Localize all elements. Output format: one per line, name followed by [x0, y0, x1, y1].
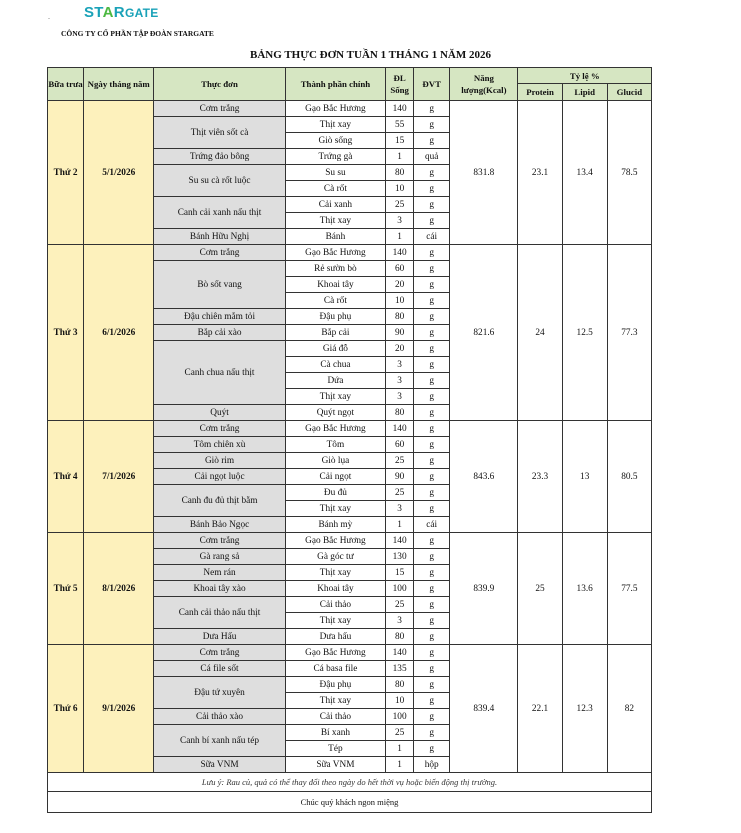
dish-name: Canh cải xanh nấu thịt	[154, 197, 285, 229]
page-title: BẢNG THỰC ĐƠN TUẦN 1 THÁNG 1 NĂM 2026	[250, 49, 491, 61]
ingredient-unit: g	[414, 677, 450, 693]
ingredient-unit: g	[414, 693, 450, 709]
col-unit: ĐVT	[414, 68, 450, 101]
protein-value: 24	[518, 245, 562, 421]
ingredient-qty: 1	[386, 517, 414, 533]
energy-value: 839.9	[450, 533, 518, 645]
col-glucid: Glucid	[607, 84, 651, 101]
ingredient-name: Cá basa file	[285, 661, 385, 677]
day-date: 5/1/2026	[84, 101, 154, 245]
table-row	[48, 421, 652, 437]
ingredient-unit: hộp	[414, 757, 450, 773]
ingredient-unit: cái	[414, 229, 450, 245]
energy-value: 839.4	[450, 645, 518, 773]
ingredient-unit: g	[414, 485, 450, 501]
ingredient-name: Giò sống	[285, 133, 385, 149]
ingredient-name: Cải xanh	[285, 197, 385, 213]
col-ratio: Tỷ lệ %	[518, 68, 652, 84]
ingredient-name: Giò lụa	[285, 453, 385, 469]
protein-value: 25	[518, 533, 562, 645]
menu-table	[47, 67, 652, 813]
dish-name: Sữa VNM	[154, 757, 285, 773]
ingredient-unit: g	[414, 309, 450, 325]
dish-name: Nem rán	[154, 565, 285, 581]
ingredient-name: Cà chua	[285, 357, 385, 373]
ingredient-qty: 90	[386, 469, 414, 485]
dish-name: Trứng đảo bông	[154, 149, 285, 165]
dish-name: Cơm trắng	[154, 645, 285, 661]
col-lipid: Lipid	[562, 84, 607, 101]
ingredient-name: Thịt xay	[285, 117, 385, 133]
dish-name: Cơm trắng	[154, 533, 285, 549]
ingredient-qty: 55	[386, 117, 414, 133]
ingredient-qty: 3	[386, 389, 414, 405]
ingredient-unit: g	[414, 181, 450, 197]
ingredient-unit: g	[414, 325, 450, 341]
ingredient-name: Tép	[285, 741, 385, 757]
table-row	[48, 645, 652, 661]
ingredient-qty: 10	[386, 181, 414, 197]
ingredient-qty: 3	[386, 501, 414, 517]
ingredient-qty: 140	[386, 101, 414, 117]
ingredient-unit: g	[414, 645, 450, 661]
ingredient-unit: g	[414, 133, 450, 149]
dish-name: Canh chua nấu thịt	[154, 341, 285, 405]
ingredient-name: Dưa hấu	[285, 629, 385, 645]
table-row	[48, 101, 652, 117]
ingredient-name: Khoai tây	[285, 277, 385, 293]
ingredient-qty: 1	[386, 229, 414, 245]
ingredient-name: Dứa	[285, 373, 385, 389]
ingredient-qty: 80	[386, 629, 414, 645]
page-header	[48, 4, 688, 40]
ingredient-qty: 10	[386, 293, 414, 309]
col-ingredient: Thành phần chính	[285, 68, 385, 101]
ingredient-qty: 140	[386, 533, 414, 549]
day-date: 8/1/2026	[84, 533, 154, 645]
ingredient-unit: g	[414, 197, 450, 213]
lipid-value: 13	[562, 421, 607, 533]
thanks-row	[48, 792, 652, 813]
ingredient-unit: g	[414, 117, 450, 133]
ingredient-unit: g	[414, 725, 450, 741]
protein-value: 22.1	[518, 645, 562, 773]
footer-note: Lưu ý: Rau củ, quả có thể thay đổi theo ngày do hết thời vụ hoặc biến động thị trường.	[48, 773, 652, 792]
glucid-value: 77.3	[607, 245, 651, 421]
dish-name: Cải ngọt luộc	[154, 469, 285, 485]
ingredient-qty: 80	[386, 405, 414, 421]
ingredient-name: Quýt ngọt	[285, 405, 385, 421]
ingredient-unit: g	[414, 405, 450, 421]
ingredient-qty: 15	[386, 565, 414, 581]
ingredient-unit: g	[414, 261, 450, 277]
col-meal: Bữa trưa	[48, 68, 84, 101]
ingredient-name: Cà rốt	[285, 181, 385, 197]
ingredient-name: Gạo Bắc Hương	[285, 645, 385, 661]
ingredient-qty: 90	[386, 325, 414, 341]
dish-name: Canh bí xanh nấu tép	[154, 725, 285, 757]
ingredient-unit: quả	[414, 149, 450, 165]
glucid-value: 82	[607, 645, 651, 773]
dish-name: Dưa Hấu	[154, 629, 285, 645]
dish-name: Gà rang sả	[154, 549, 285, 565]
ingredient-name: Đậu phụ	[285, 309, 385, 325]
day-label: Thứ 6	[48, 645, 84, 773]
dish-name: Đậu chiên mắm tỏi	[154, 309, 285, 325]
col-menu: Thực đơn	[154, 68, 285, 101]
ingredient-unit: g	[414, 389, 450, 405]
ingredient-name: Rẻ sườn bò	[285, 261, 385, 277]
ingredient-qty: 25	[386, 597, 414, 613]
ingredient-unit: g	[414, 565, 450, 581]
ingredient-name: Bánh mỳ	[285, 517, 385, 533]
day-label: Thứ 2	[48, 101, 84, 245]
ingredient-qty: 1	[386, 741, 414, 757]
ingredient-unit: g	[414, 421, 450, 437]
ingredient-qty: 140	[386, 245, 414, 261]
ingredient-unit: g	[414, 629, 450, 645]
ingredient-unit: g	[414, 661, 450, 677]
ingredient-name: Đậu phụ	[285, 677, 385, 693]
dish-name: Bánh Bảo Ngọc	[154, 517, 285, 533]
lipid-value: 12.5	[562, 245, 607, 421]
ingredient-unit: g	[414, 613, 450, 629]
ingredient-qty: 140	[386, 645, 414, 661]
day-date: 7/1/2026	[84, 421, 154, 533]
ingredient-unit: g	[414, 341, 450, 357]
col-date: Ngày tháng năm	[84, 68, 154, 101]
ingredient-unit: g	[414, 597, 450, 613]
ingredient-name: Su su	[285, 165, 385, 181]
col-protein: Protein	[518, 84, 562, 101]
ingredient-name: Bắp cải	[285, 325, 385, 341]
ingredient-unit: g	[414, 453, 450, 469]
ingredient-qty: 25	[386, 485, 414, 501]
dish-name: Canh cải thảo nấu thịt	[154, 597, 285, 629]
glucid-value: 78.5	[607, 101, 651, 245]
ingredient-qty: 100	[386, 709, 414, 725]
table-row	[48, 245, 652, 261]
dish-name: Quýt	[154, 405, 285, 421]
header-row	[48, 68, 652, 84]
ingredient-name: Thịt xay	[285, 613, 385, 629]
energy-value: 843.6	[450, 421, 518, 533]
ingredient-name: Gạo Bắc Hương	[285, 101, 385, 117]
dish-name: Bò sốt vang	[154, 261, 285, 309]
ingredient-qty: 20	[386, 277, 414, 293]
dish-name: Su su cà rốt luộc	[154, 165, 285, 197]
ingredient-qty: 15	[386, 133, 414, 149]
dish-name: Bắp cải xào	[154, 325, 285, 341]
ingredient-name: Bánh	[285, 229, 385, 245]
ingredient-name: Cải ngọt	[285, 469, 385, 485]
ingredient-qty: 3	[386, 373, 414, 389]
ingredient-unit: g	[414, 549, 450, 565]
ingredient-name: Sữa VNM	[285, 757, 385, 773]
ingredient-name: Tôm	[285, 437, 385, 453]
ingredient-qty: 100	[386, 581, 414, 597]
col-qty: ĐL Sống	[386, 68, 414, 101]
ingredient-qty: 25	[386, 453, 414, 469]
ingredient-qty: 25	[386, 197, 414, 213]
dish-name: Cơm trắng	[154, 421, 285, 437]
protein-value: 23.3	[518, 421, 562, 533]
ingredient-name: Giá đỗ	[285, 341, 385, 357]
ingredient-name: Gạo Bắc Hương	[285, 421, 385, 437]
ingredient-qty: 60	[386, 437, 414, 453]
ingredient-unit: g	[414, 101, 450, 117]
ingredient-name: Gà góc tư	[285, 549, 385, 565]
lipid-value: 13.6	[562, 533, 607, 645]
ingredient-name: Trứng gà	[285, 149, 385, 165]
day-label: Thứ 5	[48, 533, 84, 645]
protein-value: 23.1	[518, 101, 562, 245]
ingredient-qty: 25	[386, 725, 414, 741]
ingredient-name: Khoai tây	[285, 581, 385, 597]
ingredient-name: Cải thảo	[285, 597, 385, 613]
ingredient-unit: g	[414, 277, 450, 293]
corner-mark: .	[48, 12, 50, 21]
day-label: Thứ 4	[48, 421, 84, 533]
company-logo: STARGATE	[84, 4, 159, 21]
ingredient-qty: 130	[386, 549, 414, 565]
ingredient-name: Cà rốt	[285, 293, 385, 309]
ingredient-unit: g	[414, 357, 450, 373]
day-label: Thứ 3	[48, 245, 84, 421]
ingredient-unit: g	[414, 741, 450, 757]
footer-thanks: Chúc quý khách ngon miệng	[48, 792, 652, 813]
ingredient-qty: 3	[386, 357, 414, 373]
ingredient-qty: 1	[386, 757, 414, 773]
ingredient-name: Bí xanh	[285, 725, 385, 741]
ingredient-name: Cải thảo	[285, 709, 385, 725]
energy-value: 821.6	[450, 245, 518, 421]
ingredient-qty: 140	[386, 421, 414, 437]
dish-name: Tôm chiên xù	[154, 437, 285, 453]
note-row	[48, 773, 652, 792]
ingredient-name: Thịt xay	[285, 565, 385, 581]
day-date: 9/1/2026	[84, 645, 154, 773]
ingredient-unit: g	[414, 213, 450, 229]
dish-name: Cải thảo xào	[154, 709, 285, 725]
ingredient-name: Đu đủ	[285, 485, 385, 501]
ingredient-qty: 3	[386, 213, 414, 229]
dish-name: Đậu tứ xuyên	[154, 677, 285, 709]
ingredient-qty: 60	[386, 261, 414, 277]
dish-name: Thịt viên sốt cà	[154, 117, 285, 149]
ingredient-unit: g	[414, 437, 450, 453]
ingredient-name: Thịt xay	[285, 693, 385, 709]
ingredient-qty: 3	[386, 613, 414, 629]
ingredient-unit: g	[414, 293, 450, 309]
table-row	[48, 533, 652, 549]
dish-name: Khoai tây xào	[154, 581, 285, 597]
dish-name: Canh đu đủ thịt bằm	[154, 485, 285, 517]
ingredient-qty: 80	[386, 309, 414, 325]
ingredient-name: Gạo Bắc Hương	[285, 533, 385, 549]
ingredient-qty: 1	[386, 149, 414, 165]
ingredient-unit: g	[414, 469, 450, 485]
ingredient-unit: cái	[414, 517, 450, 533]
dish-name: Cơm trắng	[154, 245, 285, 261]
dish-name: Cá file sốt	[154, 661, 285, 677]
ingredient-unit: g	[414, 581, 450, 597]
ingredient-qty: 10	[386, 693, 414, 709]
ingredient-unit: g	[414, 533, 450, 549]
ingredient-qty: 80	[386, 677, 414, 693]
ingredient-unit: g	[414, 373, 450, 389]
glucid-value: 80.5	[607, 421, 651, 533]
ingredient-unit: g	[414, 709, 450, 725]
ingredient-name: Thịt xay	[285, 389, 385, 405]
energy-value: 831.8	[450, 101, 518, 245]
ingredient-unit: g	[414, 501, 450, 517]
ingredient-qty: 20	[386, 341, 414, 357]
ingredient-unit: g	[414, 165, 450, 181]
glucid-value: 77.5	[607, 533, 651, 645]
ingredient-name: Thịt xay	[285, 213, 385, 229]
ingredient-name: Gạo Bắc Hương	[285, 245, 385, 261]
day-date: 6/1/2026	[84, 245, 154, 421]
lipid-value: 13.4	[562, 101, 607, 245]
dish-name: Giò rim	[154, 453, 285, 469]
col-energy: Năng lượng(Kcal)	[450, 68, 518, 101]
ingredient-qty: 80	[386, 165, 414, 181]
dish-name: Cơm trắng	[154, 101, 285, 117]
ingredient-name: Thịt xay	[285, 501, 385, 517]
company-name: CÔNG TY CỔ PHẦN TẬP ĐOÀN STARGATE	[61, 29, 214, 38]
lipid-value: 12.3	[562, 645, 607, 773]
dish-name: Bánh Hữu Nghị	[154, 229, 285, 245]
ingredient-unit: g	[414, 245, 450, 261]
ingredient-qty: 135	[386, 661, 414, 677]
